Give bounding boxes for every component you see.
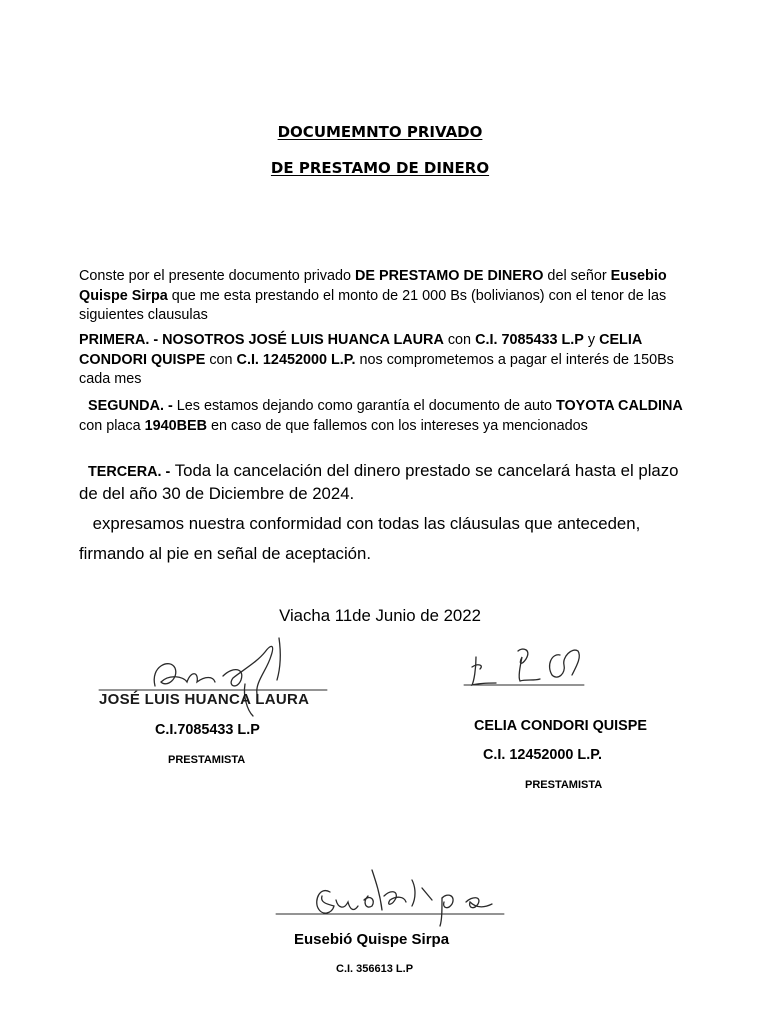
intro-text: del señor	[543, 268, 611, 284]
clause-text: Toda la cancelación del dinero prestado se cancelará hasta el plazo de del año 30 de Diciembre de 2024.	[79, 461, 679, 503]
jose-role: PRESTAMISTA	[168, 754, 246, 766]
celia-name: CELIA CONDORI QUISPE	[474, 718, 647, 734]
clause-text: con placa	[79, 417, 145, 434]
intro-paragraph	[79, 267, 689, 326]
celia-ci: C.I. 12452000 L.P.	[483, 747, 602, 763]
clause-bold: C.I. 7085433 L.P	[475, 332, 584, 348]
clause-text: nos comprometemos a pagar el interés de 150Bs cada mes	[79, 351, 674, 388]
eusebio-ci: C.I. 356613 L.P	[336, 963, 414, 975]
clause-text: con	[205, 351, 237, 368]
intro-bold-lender: Eusebio Quispe Sirpa	[79, 268, 667, 304]
place-date: Viacha 11de Junio de 2022	[279, 606, 481, 625]
signature-eusebio	[272, 866, 512, 926]
intro-bold-loan: DE PRESTAMO DE DINERO	[355, 268, 544, 284]
clause-tercera-heading: TERCERA. -	[88, 464, 171, 480]
clause-bold: 1940BEB	[144, 417, 208, 434]
clause-tercera	[79, 460, 689, 505]
clause-bold: C.I. 12452000 L.P.	[236, 351, 356, 368]
eusebio-name: Eusebió Quispe Sirpa	[294, 931, 450, 948]
clause-text: Les estamos dejando como garantía el documento de auto	[172, 398, 556, 414]
clause-primera	[79, 331, 689, 390]
closing-paragraph	[79, 509, 699, 569]
closing-text: expresamos nuestra conformidad con todas las cláusulas que anteceden, firmando al pie en señal de aceptación.	[79, 514, 641, 563]
clause-segunda-heading: SEGUNDA. -	[88, 398, 173, 414]
clause-bold: CELIA CONDORI QUISPE	[79, 332, 642, 368]
jose-ci: C.I.7085433 L.P	[155, 722, 260, 738]
clause-segunda	[79, 397, 689, 436]
celia-role: PRESTAMISTA	[525, 779, 603, 791]
intro-text: Conste por el presente documento privado	[79, 268, 355, 284]
intro-text: que me esta prestando el monto de 21 000 Bs (bolivianos) con el tenor de las siguientes clausulas	[79, 287, 667, 324]
document-title-line1: DOCUMEMNTO PRIVADO	[277, 123, 483, 141]
clause-primera-heading: PRIMERA. - NOSOTROS JOSÉ LUIS HUANCA LAURA	[79, 332, 444, 348]
clause-text: y	[583, 332, 600, 348]
clause-text: en caso de que fallemos con los intereses ya mencionados	[207, 417, 588, 434]
signature-celia	[460, 643, 600, 693]
clause-text: con	[443, 332, 476, 348]
clause-bold: TOYOTA CALDINA	[555, 398, 683, 414]
signature-jose-printed-name: JOSÉ LUIS HUANCA LAURA	[99, 691, 310, 708]
document-title-line2: DE PRESTAMO DE DINERO	[270, 159, 490, 177]
